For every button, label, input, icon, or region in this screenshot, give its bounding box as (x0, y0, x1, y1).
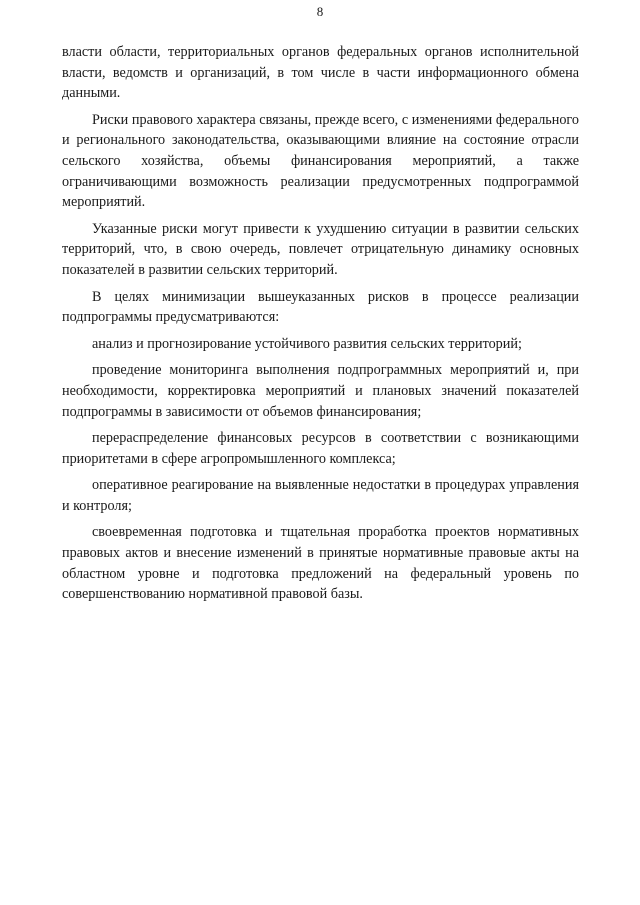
paragraph-risk-consequences: Указанные риски могут привести к ухудшению ситуации в развитии сельских территорий, что, в свою очередь, повлечет отрицательную динамику основных показателей в развитии сельских территорий. (62, 220, 579, 278)
paragraph-continuation: власти области, территориальных органов федеральных органов исполнительной власти, ведомств и организаций, в том числе в части информационного обмена данными. (62, 44, 579, 102)
document-body (62, 42, 579, 605)
paragraph-risk-minimization-intro: В целях минимизации вышеуказанных рисков в процессе реализации подпрограммы предусматриваются: (62, 288, 579, 326)
list-item-analysis: анализ и прогнозирование устойчивого развития сельских территорий; (92, 335, 522, 352)
paragraph-legal-risks: Риски правового характера связаны, прежде всего, с изменениями федерального и регионального законодательства, оказывающими влияние на состояние отрасли сельского хозяйства, объемы финансирования мероприятий, а также ограничивающими возможность реализации предусмотренных подпрограммой мероприятий. (62, 111, 579, 211)
list-item-response: оперативное реагирование на выявленные недостатки в процедурах управления и контроля; (62, 477, 579, 514)
list-item-legislation: своевременная подготовка и тщательная проработка проектов нормативных правовых актов и внесение изменений в принятые нормативные правовые акты на областном уровне и подготовка предложений на федеральный уровень по совершенствованию нормативной правовой базы. (62, 524, 579, 603)
list-item-redistribution: перераспределение финансовых ресурсов в соответствии с возникающими приоритетами в сфере агропромышленного комплекса; (62, 430, 579, 467)
list-item-monitoring: проведение мониторинга выполнения подпрограммных мероприятий и, при необходимости, корректировка мероприятий и плановых значений показателей подпрограммы в зависимости от объемов финансирования; (62, 362, 579, 420)
page-number: 8 (316, 4, 324, 19)
